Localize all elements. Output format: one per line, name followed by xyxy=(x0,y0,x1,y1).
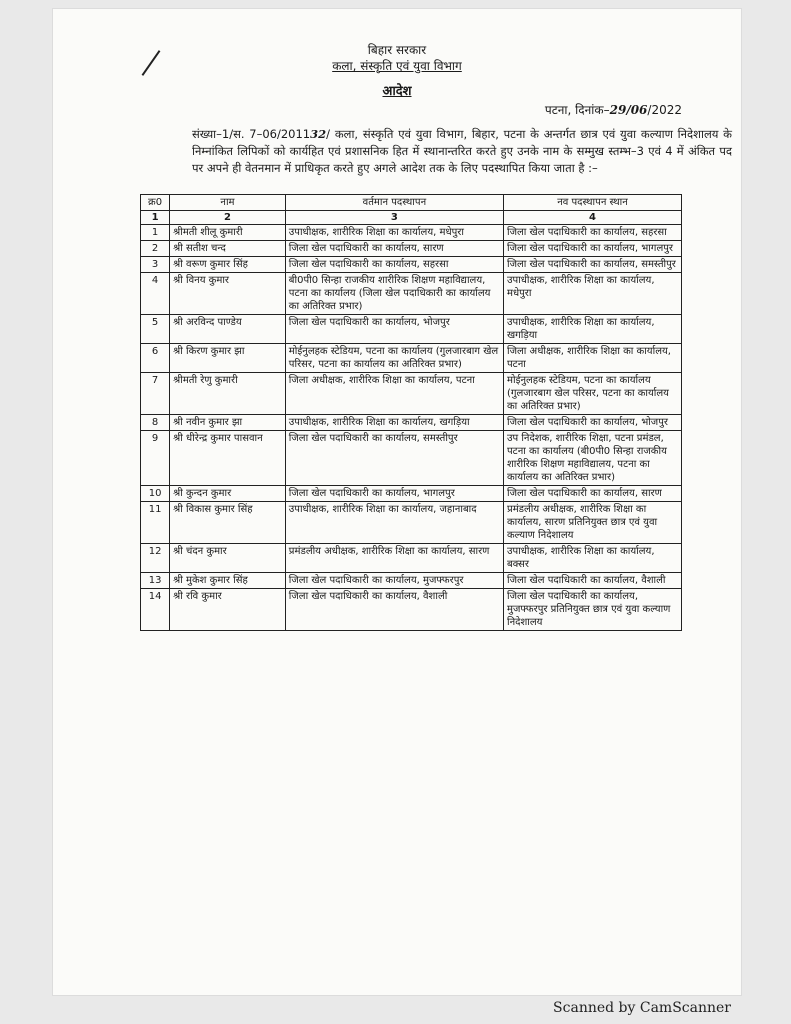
table-header-row xyxy=(141,195,682,211)
cell-current: प्रमंडलीय अधीक्षक, शारीरिक शिक्षा का कार्यालय, सारण xyxy=(285,544,503,573)
header-sn: क्र0 xyxy=(141,195,170,211)
col-num: 2 xyxy=(170,211,286,225)
ref-suffix: / xyxy=(326,127,331,141)
cell-sn: 6 xyxy=(141,344,170,373)
cell-current: उपाधीक्षक, शारीरिक शिक्षा का कार्यालय, खगड़िया xyxy=(285,415,503,431)
cell-name: श्री चंदन कुमार xyxy=(170,544,286,573)
cell-name: श्रीमती शीलू कुमारी xyxy=(170,225,286,241)
cell-name: श्री अरविन्द पाण्डेय xyxy=(170,315,286,344)
table-row xyxy=(141,225,682,241)
cell-current: जिला खेल पदाधिकारी का कार्यालय, सारण xyxy=(285,241,503,257)
col-num: 3 xyxy=(285,211,503,225)
col-num: 1 xyxy=(141,211,170,225)
cell-new: उपाधीक्षक, शारीरिक शिक्षा का कार्यालय, खगड़िया xyxy=(504,315,682,344)
header-new: नव पदस्थापन स्थान xyxy=(504,195,682,211)
cell-name: श्री कुन्दन कुमार xyxy=(170,486,286,502)
date-suffix: /2022 xyxy=(647,103,682,117)
cell-new: उपाधीक्षक, शारीरिक शिक्षा का कार्यालय, मधेपुरा xyxy=(504,273,682,315)
table-row xyxy=(141,315,682,344)
ref-prefix: संख्या–1/स. 7–06/2011 xyxy=(192,127,311,141)
table-row xyxy=(141,415,682,431)
cell-current: जिला खेल पदाधिकारी का कार्यालय, भागलपुर xyxy=(285,486,503,502)
cell-name: श्री नवीन कुमार झा xyxy=(170,415,286,431)
table-row xyxy=(141,373,682,415)
date-handwritten: 29/06 xyxy=(609,103,648,117)
memo-body: कला, संस्कृति एवं युवा विभाग, बिहार, पटना के अन्तर्गत छात्र एवं युवा कल्याण निदेशालय के निम्नांकित लिपिकों को कार्यहित एवं प्रशासनिक हित में स्थानान्तरित करते हुए उनके नाम के सम्मुख स्तम्भ–3 एवं 4 में अंकित पद पर अपने ही वेतनमान में प्राधिकृत करते हुए अगले आदेश तक के लिए पदस्थापित किया जाता है :– xyxy=(192,127,733,175)
cell-sn: 12 xyxy=(141,544,170,573)
cell-sn: 7 xyxy=(141,373,170,415)
memo-paragraph xyxy=(192,126,732,177)
cell-current: जिला अधीक्षक, शारीरिक शिक्षा का कार्यालय, पटना xyxy=(285,373,503,415)
date-prefix: पटना, दिनांक– xyxy=(544,103,610,117)
cell-current: बी0पी0 सिन्हा राजकीय शारीरिक शिक्षण महाविद्यालय, पटना का कार्यालय (जिला खेल पदाधिकारी का कार्यालय का अतिरिक्त प्रभार) xyxy=(285,273,503,315)
ref-handwritten: 32 xyxy=(310,127,327,141)
cell-sn: 1 xyxy=(141,225,170,241)
cell-name: श्री किरण कुमार झा xyxy=(170,344,286,373)
cell-new: प्रमंडलीय अधीक्षक, शारीरिक शिक्षा का कार्यालय, सारण प्रतिनियुक्त छात्र एवं युवा कल्याण निदेशालय xyxy=(504,502,682,544)
document-header xyxy=(52,42,742,100)
col-num: 4 xyxy=(504,211,682,225)
cell-name: श्रीमती रेणु कुमारी xyxy=(170,373,286,415)
cell-new: जिला खेल पदाधिकारी का कार्यालय, मुजफ्फरपुर प्रतिनियुक्त छात्र एवं युवा कल्याण निदेशालय xyxy=(504,589,682,631)
cell-current: जिला खेल पदाधिकारी का कार्यालय, सहरसा xyxy=(285,257,503,273)
cell-sn: 8 xyxy=(141,415,170,431)
cell-sn: 5 xyxy=(141,315,170,344)
cell-name: श्री विनय कुमार xyxy=(170,273,286,315)
department-name: कला, संस्कृति एवं युवा विभाग xyxy=(332,59,462,73)
cell-sn: 14 xyxy=(141,589,170,631)
cell-name: श्री धीरेन्द्र कुमार पासवान xyxy=(170,431,286,486)
cell-sn: 3 xyxy=(141,257,170,273)
cell-new: जिला खेल पदाधिकारी का कार्यालय, सहरसा xyxy=(504,225,682,241)
cell-sn: 11 xyxy=(141,502,170,544)
cell-name: श्री सतीश चन्द xyxy=(170,241,286,257)
cell-new: उप निदेशक, शारीरिक शिक्षा, पटना प्रमंडल, पटना का कार्यालय (बी0पी0 सिन्हा राजकीय शारीरिक शिक्षण महाविद्यालय, पटना का कार्यालय का अतिरिक्त प्रभार) xyxy=(504,431,682,486)
cell-sn: 13 xyxy=(141,573,170,589)
table-row xyxy=(141,241,682,257)
table-row xyxy=(141,573,682,589)
table-row xyxy=(141,589,682,631)
transfer-table xyxy=(140,194,682,631)
cell-current: मोईनुलहक स्टेडियम, पटना का कार्यालय (गुलजारबाग खेल परिसर, पटना का कार्यालय का अतिरिक्त प्रभार) xyxy=(285,344,503,373)
header-name: नाम xyxy=(170,195,286,211)
table-row xyxy=(141,344,682,373)
cell-sn: 4 xyxy=(141,273,170,315)
table-row xyxy=(141,544,682,573)
cell-sn: 9 xyxy=(141,431,170,486)
cell-name: श्री वरूण कुमार सिंह xyxy=(170,257,286,273)
cell-new: जिला अधीक्षक, शारीरिक शिक्षा का कार्यालय, पटना xyxy=(504,344,682,373)
cell-name: श्री मुकेश कुमार सिंह xyxy=(170,573,286,589)
cell-new: जिला खेल पदाधिकारी का कार्यालय, वैशाली xyxy=(504,573,682,589)
scanner-watermark: Scanned by CamScanner xyxy=(553,1000,731,1016)
cell-new: मोईनुलहक स्टेडियम, पटना का कार्यालय (गुलजारबाग खेल परिसर, पटना का कार्यालय का अतिरिक्त प्रभार) xyxy=(504,373,682,415)
cell-new: जिला खेल पदाधिकारी का कार्यालय, सारण xyxy=(504,486,682,502)
table-row xyxy=(141,502,682,544)
cell-current: उपाधीक्षक, शारीरिक शिक्षा का कार्यालय, मधेपुरा xyxy=(285,225,503,241)
government-name: बिहार सरकार xyxy=(367,43,427,57)
cell-current: जिला खेल पदाधिकारी का कार्यालय, वैशाली xyxy=(285,589,503,631)
table-row xyxy=(141,486,682,502)
order-title: आदेश xyxy=(382,84,412,99)
cell-current: उपाधीक्षक, शारीरिक शिक्षा का कार्यालय, जहानाबाद xyxy=(285,502,503,544)
column-number-row xyxy=(141,211,682,225)
cell-current: जिला खेल पदाधिकारी का कार्यालय, मुजफ्फरपुर xyxy=(285,573,503,589)
cell-new: उपाधीक्षक, शारीरिक शिक्षा का कार्यालय, बक्सर xyxy=(504,544,682,573)
cell-sn: 10 xyxy=(141,486,170,502)
cell-new: जिला खेल पदाधिकारी का कार्यालय, समस्तीपुर xyxy=(504,257,682,273)
dateline xyxy=(545,101,682,118)
header-current: वर्तमान पदस्थापन xyxy=(285,195,503,211)
table-row xyxy=(141,431,682,486)
cell-current: जिला खेल पदाधिकारी का कार्यालय, समस्तीपुर xyxy=(285,431,503,486)
cell-sn: 2 xyxy=(141,241,170,257)
cell-name: श्री विकास कुमार सिंह xyxy=(170,502,286,544)
cell-new: जिला खेल पदाधिकारी का कार्यालय, भोजपुर xyxy=(504,415,682,431)
cell-new: जिला खेल पदाधिकारी का कार्यालय, भागलपुर xyxy=(504,241,682,257)
cell-name: श्री रवि कुमार xyxy=(170,589,286,631)
cell-current: जिला खेल पदाधिकारी का कार्यालय, भोजपुर xyxy=(285,315,503,344)
table-row xyxy=(141,273,682,315)
table-row xyxy=(141,257,682,273)
